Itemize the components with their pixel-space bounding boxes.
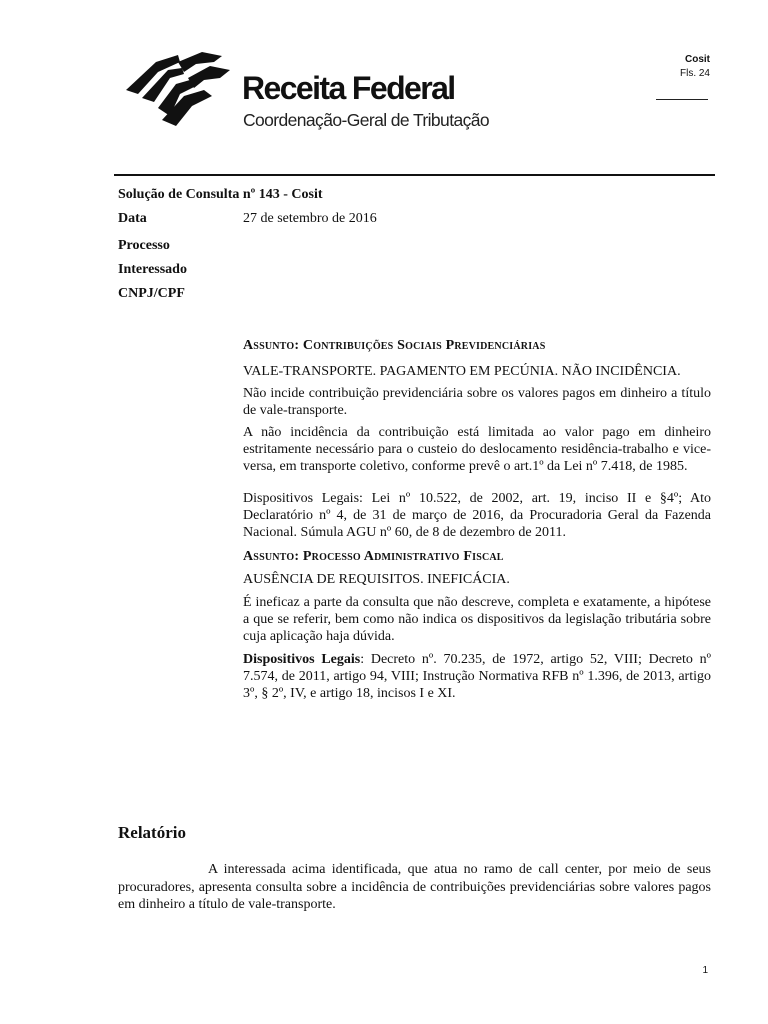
cnpj-cpf-label: CNPJ/CPF: [118, 286, 185, 301]
folio-signature-line: [656, 99, 708, 100]
dispositivos-legais-2-label: Dispositivos Legais: [243, 652, 361, 667]
brand-title: Receita Federal: [242, 70, 455, 106]
receita-federal-logo-icon: [118, 50, 238, 130]
assunto-2-text: Processo Administrativo Fiscal: [302, 549, 504, 564]
solucao-consulta-label: Solução de Consulta nº 143 - Cosit: [118, 187, 323, 202]
ementa-paragraph-1: Não incide contribuição previdenciária sobre os valores pagos em dinheiro a título de vale-transporte.: [243, 386, 711, 418]
assunto-1-text: Contribuições Sociais Previdenciárias: [302, 338, 546, 353]
folio-number: Fls. 24: [679, 68, 710, 79]
assunto-2: [243, 548, 711, 566]
assunto-1-prefix: Assunto:: [243, 338, 303, 353]
interessado-label: Interessado: [118, 262, 187, 277]
dispositivos-legais-1: Dispositivos Legais: Lei nº 10.522, de 2002, art. 19, inciso II e §4º; Ato Declaratório nº 4, de 31 de março de 2016, da Procuradoria Geral da Fazenda Nacional. Súmula AGU nº 60, de 8 de dezembro de 2011.: [243, 491, 711, 540]
folio-org: Cosit: [685, 54, 710, 65]
relatorio-title: Relatório: [118, 823, 186, 842]
page-number: 1: [702, 965, 708, 976]
data-value: 27 de setembro de 2016: [243, 211, 377, 226]
ementa-heading-2: AUSÊNCIA DE REQUISITOS. INEFICÁCIA.: [243, 572, 510, 587]
ementa-paragraph-2: A não incidência da contribuição está limitada ao valor pago em dinheiro estritamente necessário para o custeio do deslocamento residência-trabalho e vice-versa, em transporte coletivo, conforme prevê o art.1º da Lei nº 7.418, de 1985.: [243, 425, 711, 474]
assunto-2-prefix: Assunto:: [243, 549, 303, 564]
relatorio-paragraph: A interessada acima identificada, que atua no ramo de call center, por meio de seus procuradores, apresenta consulta sobre a incidência de contribuições previdenciárias sobre valores pagos em dinheiro a título de vale-transporte.: [118, 862, 711, 912]
header-divider: [114, 174, 715, 176]
processo-label: Processo: [118, 238, 170, 253]
relatorio-body: [118, 861, 711, 914]
dispositivos-legais-2: [243, 651, 711, 702]
dispositivos-legais-2-text: : Decreto nº. 70.235, de 1972, artigo 52, VIII; Decreto nº 7.574, de 2011, artigo 94, VIII; Instrução Normativa RFB nº 1.396, de 2013, artigo 3º, § 2º, IV, e artigo 18, incisos I e XI.: [243, 652, 711, 701]
ementa-paragraph-3: É ineficaz a parte da consulta que não descreve, completa e exatamente, a hipótese a que se referir, bem como não indica os dispositivos da legislação tributária sobre cuja aplicação haja dúvida.: [243, 595, 711, 644]
assunto-1: [243, 337, 711, 355]
brand-subtitle: Coordenação-Geral de Tributação: [243, 110, 490, 130]
ementa-heading-1: VALE-TRANSPORTE. PAGAMENTO EM PECÚNIA. NÃO INCIDÊNCIA.: [243, 364, 681, 379]
data-label: Data: [118, 211, 147, 226]
ementa-block: [243, 337, 711, 702]
